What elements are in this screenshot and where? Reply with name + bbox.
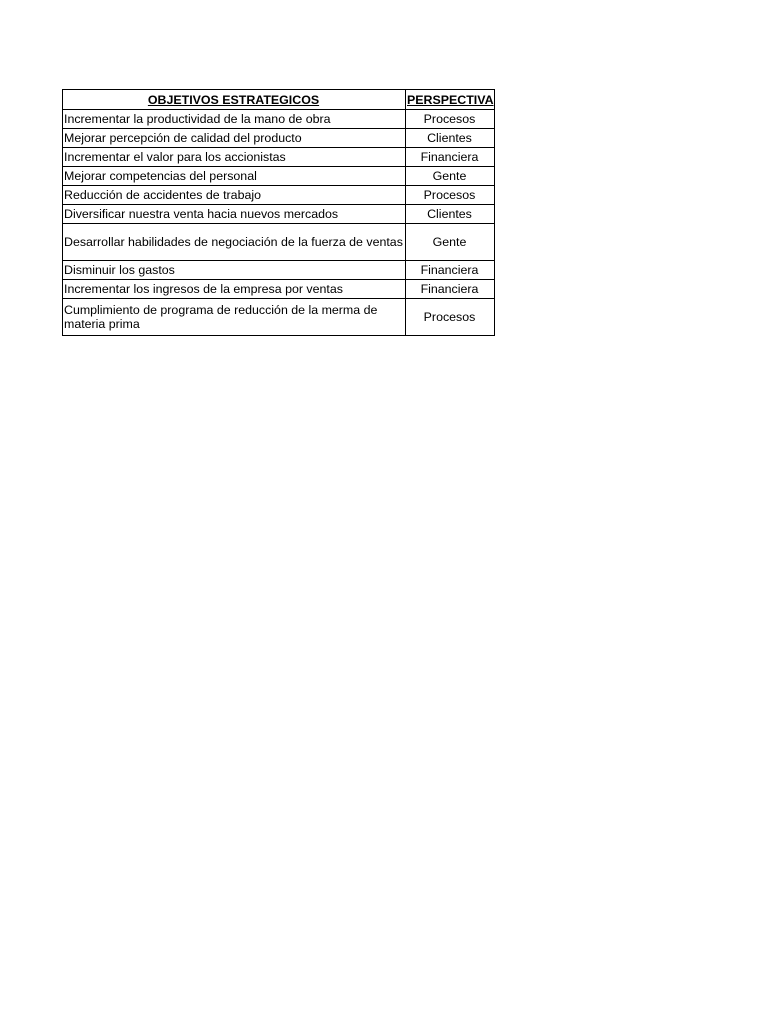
objective-cell[interactable]: Incrementar la productividad de la mano de obra (63, 110, 406, 129)
table-row (63, 167, 495, 186)
table-row (63, 110, 495, 129)
strategic-objectives-table (62, 89, 495, 336)
perspective-cell[interactable]: Financiera (406, 261, 495, 280)
objective-cell[interactable]: Disminuir los gastos (63, 261, 406, 280)
objective-cell[interactable]: Reducción de accidentes de trabajo (63, 186, 406, 205)
perspective-cell[interactable]: Financiera (406, 148, 495, 167)
perspective-cell[interactable]: Gente (406, 167, 495, 186)
objective-cell[interactable]: Diversificar nuestra venta hacia nuevos mercados (63, 205, 406, 224)
perspective-cell[interactable]: Gente (406, 224, 495, 261)
perspective-cell[interactable]: Financiera (406, 280, 495, 299)
table-row (63, 186, 495, 205)
perspective-cell[interactable]: Procesos (406, 186, 495, 205)
header-objectives[interactable]: OBJETIVOS ESTRATEGICOS (63, 90, 406, 110)
table-row (63, 129, 495, 148)
table-row (63, 280, 495, 299)
table-row (63, 205, 495, 224)
table-row (63, 224, 495, 261)
objective-cell[interactable]: Mejorar percepción de calidad del producto (63, 129, 406, 148)
table-row (63, 261, 495, 280)
perspective-cell[interactable]: Clientes (406, 205, 495, 224)
objective-cell[interactable]: Mejorar competencias del personal (63, 167, 406, 186)
objective-cell[interactable]: Cumplimiento de programa de reducción de la merma de materia prima (63, 299, 406, 336)
perspective-cell[interactable]: Procesos (406, 299, 495, 336)
objective-cell[interactable]: Incrementar los ingresos de la empresa por ventas (63, 280, 406, 299)
objective-cell[interactable]: Desarrollar habilidades de negociación de la fuerza de ventas (63, 224, 406, 261)
perspective-cell[interactable]: Clientes (406, 129, 495, 148)
perspective-cell[interactable]: Procesos (406, 110, 495, 129)
table-row (63, 148, 495, 167)
header-perspective[interactable]: PERSPECTIVA (406, 90, 495, 110)
spreadsheet-area (62, 89, 495, 336)
objective-cell[interactable]: Incrementar el valor para los accionistas (63, 148, 406, 167)
table-row (63, 299, 495, 336)
table-header-row (63, 90, 495, 110)
